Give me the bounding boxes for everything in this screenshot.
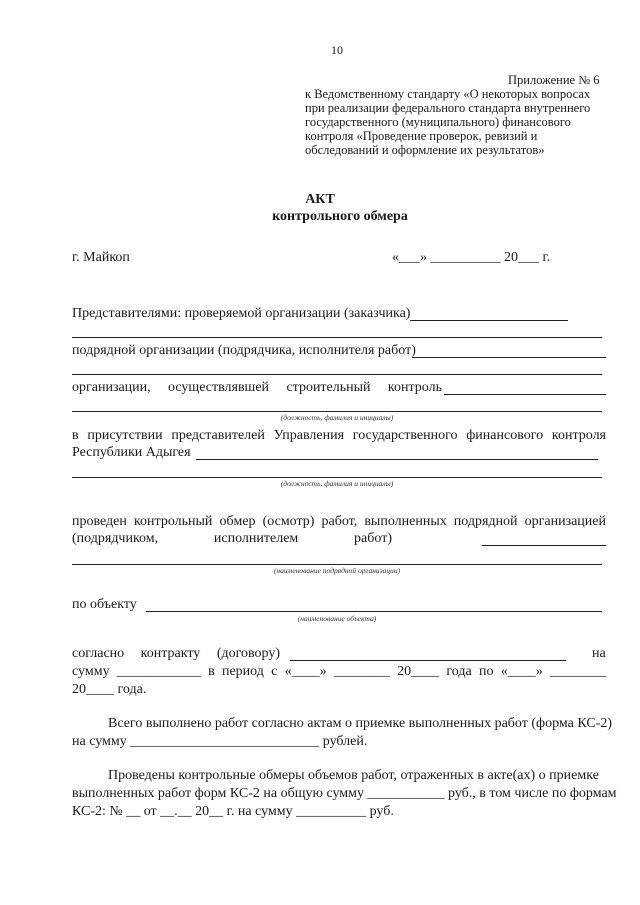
blank-line[interactable] — [72, 374, 602, 375]
contractor-org-field[interactable] — [412, 357, 606, 358]
blank-line[interactable] — [72, 477, 602, 478]
blank-line[interactable] — [72, 337, 602, 338]
presence-text-line2: Республики Адыгея — [72, 445, 191, 460]
measurement-field[interactable] — [482, 545, 606, 546]
measures-ks2-line[interactable]: КС-2: № __ от __.__ 20__ г. на сумму __________ руб. — [72, 804, 394, 819]
appendix-line: контроля «Проведение проверок, ревизий и — [305, 129, 538, 143]
construction-control-label — [72, 380, 442, 396]
total-sum-line[interactable]: на сумму ___________________________ рублей. — [72, 734, 368, 749]
date-field[interactable]: «___» __________ 20___ г. — [392, 250, 551, 265]
hint-position: (должность, фамилия и инициалы) — [280, 413, 394, 422]
presence-field[interactable] — [196, 459, 598, 460]
measures-sum-line[interactable]: выполненных работ форм КС-2 на общую сумму ___________ руб., в том числе по формам — [72, 786, 617, 801]
appendix-label: Приложение № 6 — [508, 73, 600, 87]
word: исполнителем — [213, 531, 299, 546]
document-subtitle: контрольного обмера — [272, 209, 408, 224]
year-line[interactable]: 20____ года. — [72, 682, 147, 697]
hint-contractor-name: (наименование подрядной организации) — [273, 566, 401, 575]
word: (договору) — [216, 646, 280, 661]
appendix-line: обследований и оформление их результатов» — [305, 143, 545, 157]
word: работ) — [354, 531, 392, 546]
word: контроль — [387, 380, 442, 395]
construction-control-field[interactable] — [444, 394, 606, 395]
appendix-line: при реализации федерального стандарта внутреннего — [305, 101, 591, 115]
measures-text: Проведены контрольные обмеры объемов работ, отраженных в акте(ах) о приемке — [108, 768, 599, 783]
word: (подрядчиком, — [72, 531, 159, 546]
representatives-field[interactable] — [410, 320, 568, 321]
contractor-name-field[interactable] — [72, 564, 602, 565]
hint-position: (должность, фамилия и инициалы) — [280, 479, 394, 488]
hint-object-name: (наименование объекта) — [297, 614, 377, 623]
appendix-line: государственного (муниципального) финансового — [305, 115, 571, 129]
document-title: АКТ — [305, 192, 335, 207]
measurement-text-line2 — [72, 531, 392, 547]
word: контракту — [140, 646, 201, 661]
representatives-label: Представителями: проверяемой организации (заказчика) — [72, 306, 411, 321]
object-label: по объекту — [72, 597, 137, 612]
total-text: Всего выполнено работ согласно актам о приемке выполненных работ (форма КС-2) — [108, 716, 613, 731]
measurement-text: проведен контрольный обмер (осмотр) работ, выполненных подрядной организацией — [72, 514, 606, 529]
contractor-org-label: подрядной организации (подрядчика, исполнителя работ) — [72, 343, 416, 358]
word: согласно — [72, 646, 125, 661]
word: осуществлявшей — [168, 380, 270, 395]
presence-text: в присутствии представителей Управления государственного финансового контроля — [72, 428, 606, 443]
word: строительный — [286, 380, 371, 395]
word: организации, — [72, 380, 151, 395]
page-number: 10 — [331, 43, 343, 57]
sum-period-line[interactable]: сумму ____________ в период с «____» ________ 20____ года по «____» ________ — [72, 664, 606, 679]
contract-na: на — [592, 646, 606, 661]
blank-line[interactable] — [72, 411, 602, 412]
contract-field[interactable] — [290, 660, 566, 661]
appendix-line: к Ведомственному стандарту «О некоторых вопросах — [305, 87, 591, 101]
city: г. Майкоп — [72, 250, 130, 265]
contract-label — [72, 646, 280, 662]
object-field[interactable] — [146, 611, 602, 612]
